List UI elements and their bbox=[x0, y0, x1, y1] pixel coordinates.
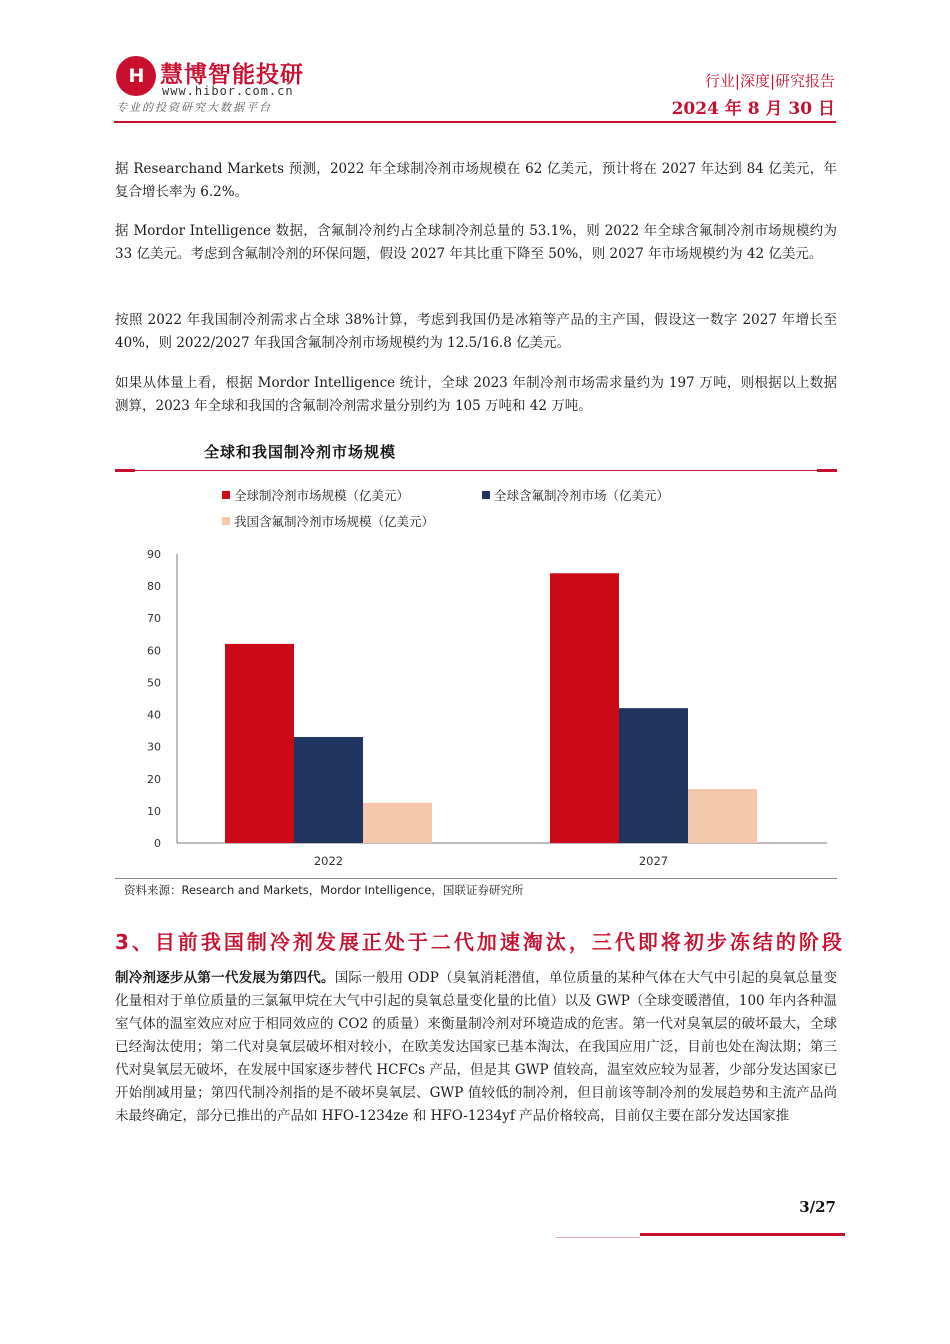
y-tick-label: 50 bbox=[147, 676, 161, 690]
x-tick-label: 2027 bbox=[638, 854, 669, 868]
hibor-logo-icon: H bbox=[116, 56, 156, 96]
bar-chart bbox=[115, 540, 837, 875]
paragraph-2: 据 Mordor Intelligence 数据，含氟制冷剂约占全球制冷剂总量的 53.1%，则 2022 年全球含氟制冷剂市场规模约为 33 亿美元。考虑到含氟制冷剂的环保问题，假设 2027 年其比重下降至 50%，则 2027 年市场规模约为 42 亿美元。 bbox=[115, 223, 837, 262]
x-tick-label: 2022 bbox=[313, 854, 344, 868]
section-heading: 3、目前我国制冷剂发展正处于二代加速淘汰，三代即将初步冻结的阶段 bbox=[115, 930, 845, 954]
report-header bbox=[0, 0, 950, 130]
source-divider bbox=[115, 878, 837, 879]
page-number: 3/27 bbox=[799, 1198, 836, 1216]
bar bbox=[294, 737, 363, 843]
legend-swatch-china-fluorine bbox=[222, 517, 230, 525]
y-tick-label: 0 bbox=[154, 837, 161, 850]
paragraph-3: 按照 2022 年我国制冷剂需求占全球 38%计算，考虑到我国仍是冰箱等产品的主产国，假设这一数字 2027 年增长至 40%，则 2022/2027 年我国含氟制冷剂市场规模约为 12.5/16.8 亿美元。 bbox=[115, 312, 837, 351]
bar bbox=[688, 789, 757, 843]
footer-rule-thick bbox=[640, 1233, 845, 1236]
bar bbox=[550, 573, 619, 843]
y-tick-label: 40 bbox=[147, 708, 161, 722]
legend-swatch-global bbox=[222, 491, 230, 499]
legend-swatch-global-fluorine bbox=[482, 491, 490, 499]
legend-item-global bbox=[222, 486, 409, 504]
legend-item-china-fluorine bbox=[222, 512, 434, 530]
y-tick-label: 80 bbox=[147, 580, 161, 594]
y-tick-label: 70 bbox=[147, 612, 161, 626]
logo-slogan: 专业的投资研究大数据平台 bbox=[116, 101, 272, 114]
legend-label-global: 全球制冷剂市场规模（亿美元） bbox=[234, 488, 410, 503]
section-lead: 制冷剂逐步从第一代发展为第四代。 bbox=[115, 970, 335, 986]
chart-title: 全球和我国制冷剂市场规模 bbox=[204, 443, 397, 461]
y-tick-label: 90 bbox=[147, 548, 161, 561]
header-divider bbox=[114, 121, 836, 123]
chart-rule-accent-right bbox=[817, 469, 837, 472]
paragraph-1: 据 Researchand Markets 预测，2022 年全球制冷剂市场规模在 62 亿美元，预计将在 2027 年达到 84 亿美元，年复合增长率为 6.2%。 bbox=[115, 161, 837, 200]
bar bbox=[363, 803, 432, 843]
legend-label-global-fluorine: 全球含氟制冷剂市场（亿美元） bbox=[494, 488, 670, 503]
report-type: 行业|深度|研究报告 bbox=[704, 72, 835, 90]
source-note: 资料来源：Research and Markets，Mordor Intelligence，国联证券研究所 bbox=[124, 883, 524, 897]
legend-label-china-fluorine: 我国含氟制冷剂市场规模（亿美元） bbox=[234, 514, 435, 529]
chart-top-rule bbox=[115, 470, 837, 471]
y-tick-label: 30 bbox=[147, 740, 161, 754]
bar bbox=[619, 708, 688, 843]
paragraph-4: 如果从体量上看，根据 Mordor Intelligence 统计，全球 2023 年制冷剂市场需求量约为 197 万吨，则根据以上数据测算，2023 年全球和我国的含氟制冷剂需求量分别约为 105 万吨和 42 万吨。 bbox=[115, 375, 837, 414]
logo-name: 慧博智能投研 bbox=[160, 62, 304, 88]
bar bbox=[225, 644, 294, 843]
report-date: 2024 年 8 月 30 日 bbox=[671, 99, 835, 119]
section-body-text: 国际一般用 ODP（臭氧消耗潜值，单位质量的某种气体在大气中引起的臭氧总量变化量相对于单位质量的三氯氟甲烷在大气中引起的臭氧总量变化量的比值）以及 GWP（全球变暖潜值，100 年内各种温室气体的温室效应对应于相同效应的 CO2 的质量）来衡量制冷剂对环境造成的危害。第一代对臭氧层的破坏最大，全球已经淘汰使用；第二代对臭氧层破坏相对较小，在欧美发达国家已基本淘汰，在我国应用广泛，目前也处在淘汰期；第三代对臭氧层无破坏，在发展中国家逐步替代 HCFCs 产品，但是其 GWP 值较高，温室效应较为显著，少部分发达国家已开始削减用量；第四代制冷剂指的是不破坏臭氧层、GWP 值较低的制冷剂，但目前该等制冷剂的发展趋势和主流产品尚未最终确定，部分已推出的产品如 HFO-1234ze 和 HFO-1234yf 产品价格较高，目前仅主要在部分发达国家推 bbox=[115, 970, 838, 1124]
section-body bbox=[115, 967, 837, 1128]
chart-rule-accent-left bbox=[115, 469, 135, 472]
y-tick-label: 60 bbox=[147, 644, 161, 658]
footer-rule-thin bbox=[556, 1237, 640, 1238]
y-tick-label: 10 bbox=[147, 804, 161, 818]
logo-url: www.hibor.com.cn bbox=[162, 84, 294, 98]
y-tick-label: 20 bbox=[147, 772, 161, 786]
legend-item-global-fluorine bbox=[482, 486, 669, 504]
